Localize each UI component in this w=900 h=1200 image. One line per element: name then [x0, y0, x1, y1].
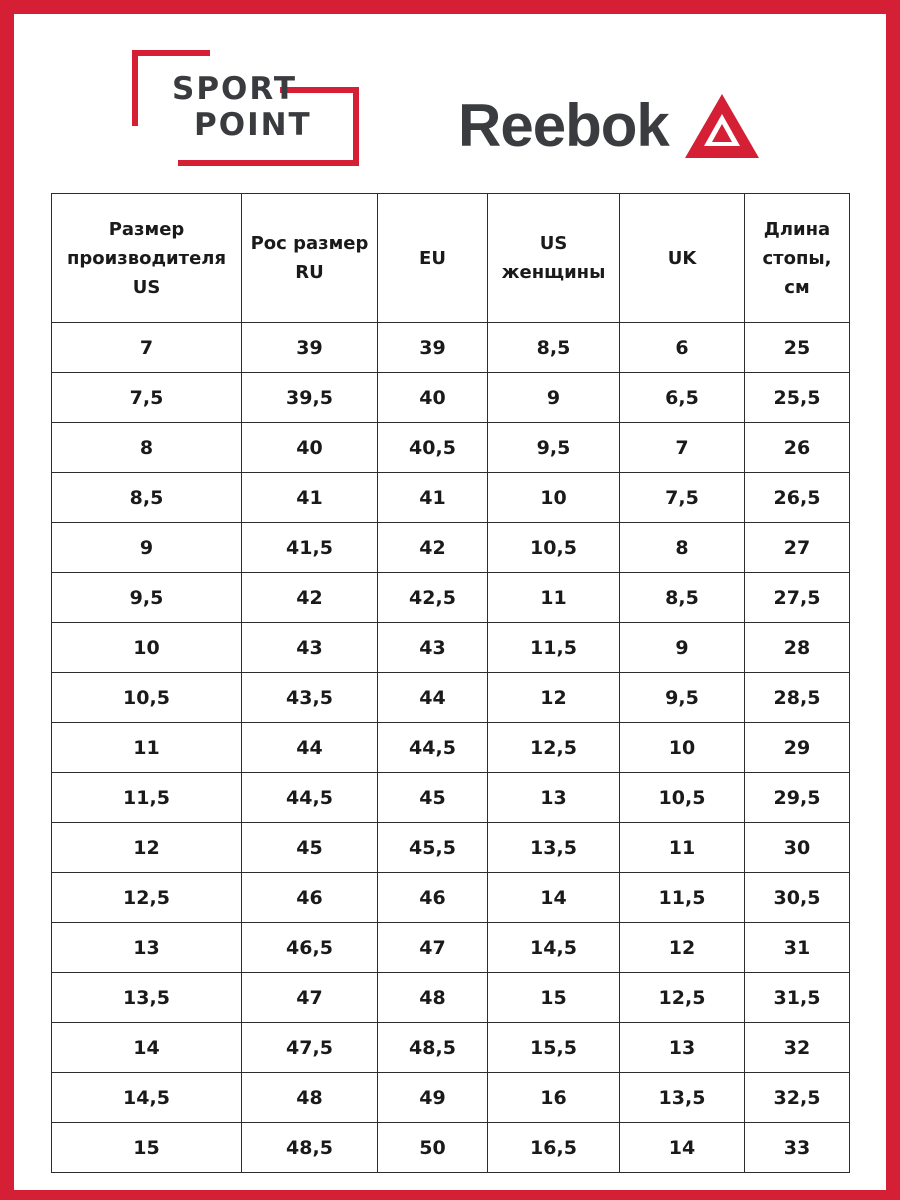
table-cell: 42: [242, 573, 378, 623]
table-cell: 50: [378, 1123, 488, 1173]
table-row: [52, 323, 850, 373]
table-cell: 43: [242, 623, 378, 673]
table-cell: 10: [620, 723, 745, 773]
table-cell: 16,5: [488, 1123, 620, 1173]
table-cell: 39: [242, 323, 378, 373]
table-cell: 11: [488, 573, 620, 623]
table-cell: 13: [488, 773, 620, 823]
table-cell: 9: [52, 523, 242, 573]
table-row: [52, 823, 850, 873]
table-cell: 41,5: [242, 523, 378, 573]
table-cell: 30: [745, 823, 850, 873]
table-row: [52, 723, 850, 773]
table-cell: 10: [52, 623, 242, 673]
table-cell: 40: [242, 423, 378, 473]
table-cell: 13,5: [620, 1073, 745, 1123]
table-cell: 43,5: [242, 673, 378, 723]
table-cell: 14: [620, 1123, 745, 1173]
table-cell: 9,5: [52, 573, 242, 623]
table-cell: 14: [52, 1023, 242, 1073]
sportpoint-line1: SPORT: [172, 71, 298, 107]
table-cell: 29,5: [745, 773, 850, 823]
table-cell: 13,5: [52, 973, 242, 1023]
table-cell: 11: [52, 723, 242, 773]
table-cell: 6,5: [620, 373, 745, 423]
table-cell: 40: [378, 373, 488, 423]
table-cell: 12: [52, 823, 242, 873]
table-row: [52, 423, 850, 473]
table-cell: 41: [242, 473, 378, 523]
sportpoint-line2: POINT: [194, 107, 312, 143]
table-cell: 41: [378, 473, 488, 523]
table-cell: 47: [378, 923, 488, 973]
table-cell: 48: [242, 1073, 378, 1123]
reebok-delta-icon: [682, 92, 762, 160]
table-cell: 13: [620, 1023, 745, 1073]
table-cell: 10: [488, 473, 620, 523]
table-cell: 32: [745, 1023, 850, 1073]
table-cell: 39,5: [242, 373, 378, 423]
table-cell: 46: [242, 873, 378, 923]
table-cell: 44: [378, 673, 488, 723]
table-row: [52, 1073, 850, 1123]
table-cell: 12,5: [52, 873, 242, 923]
table-cell: 9: [488, 373, 620, 423]
table-cell: 48,5: [242, 1123, 378, 1173]
table-cell: 48: [378, 973, 488, 1023]
table-cell: 26: [745, 423, 850, 473]
table-cell: 10,5: [52, 673, 242, 723]
table-cell: 44,5: [242, 773, 378, 823]
table-cell: 8,5: [488, 323, 620, 373]
table-cell: 13,5: [488, 823, 620, 873]
table-row: [52, 1123, 850, 1173]
column-header: UK: [620, 194, 745, 323]
table-cell: 10,5: [488, 523, 620, 573]
table-cell: 11,5: [488, 623, 620, 673]
table-cell: 28,5: [745, 673, 850, 723]
table-cell: 8,5: [52, 473, 242, 523]
table-cell: 47,5: [242, 1023, 378, 1073]
table-row: [52, 573, 850, 623]
table-cell: 46: [378, 873, 488, 923]
table-cell: 40,5: [378, 423, 488, 473]
table-cell: 26,5: [745, 473, 850, 523]
table-cell: 46,5: [242, 923, 378, 973]
table-cell: 45: [242, 823, 378, 873]
table-cell: 15: [52, 1123, 242, 1173]
table-cell: 30,5: [745, 873, 850, 923]
table-cell: 16: [488, 1073, 620, 1123]
table-cell: 13: [52, 923, 242, 973]
column-header: US женщины: [488, 194, 620, 323]
table-row: [52, 623, 850, 673]
table-cell: 8: [620, 523, 745, 573]
table-row: [52, 773, 850, 823]
table-cell: 27,5: [745, 573, 850, 623]
table-cell: 14,5: [52, 1073, 242, 1123]
table-cell: 12: [620, 923, 745, 973]
table-cell: 44: [242, 723, 378, 773]
table-row: [52, 523, 850, 573]
table-row: [52, 373, 850, 423]
table-cell: 9: [620, 623, 745, 673]
table-body: [52, 323, 850, 1173]
table-cell: 11: [620, 823, 745, 873]
table-cell: 8: [52, 423, 242, 473]
reebok-wordmark: Reebok: [458, 92, 669, 159]
table-cell: 11,5: [52, 773, 242, 823]
column-header: Размер производителя US: [52, 194, 242, 323]
table-cell: 47: [242, 973, 378, 1023]
table-cell: 42: [378, 523, 488, 573]
table-cell: 12,5: [488, 723, 620, 773]
table-cell: 39: [378, 323, 488, 373]
table-cell: 31,5: [745, 973, 850, 1023]
table-row: [52, 473, 850, 523]
table-row: [52, 923, 850, 973]
table-cell: 49: [378, 1073, 488, 1123]
table-cell: 28: [745, 623, 850, 673]
table-row: [52, 1023, 850, 1073]
column-header: EU: [378, 194, 488, 323]
table-cell: 45: [378, 773, 488, 823]
sportpoint-logo: [130, 48, 362, 168]
table-cell: 32,5: [745, 1073, 850, 1123]
header-row: [52, 194, 850, 323]
table-cell: 12,5: [620, 973, 745, 1023]
table-cell: 9,5: [620, 673, 745, 723]
table-cell: 33: [745, 1123, 850, 1173]
table-cell: 29: [745, 723, 850, 773]
table-cell: 14,5: [488, 923, 620, 973]
table-cell: 7: [52, 323, 242, 373]
table-cell: 42,5: [378, 573, 488, 623]
column-header: Рос размер RU: [242, 194, 378, 323]
table-cell: 6: [620, 323, 745, 373]
column-header: Длина стопы, см: [745, 194, 850, 323]
table-cell: 25: [745, 323, 850, 373]
table-cell: 14: [488, 873, 620, 923]
table-cell: 12: [488, 673, 620, 723]
table-cell: 9,5: [488, 423, 620, 473]
size-chart-table: [51, 193, 850, 1173]
table-cell: 43: [378, 623, 488, 673]
table-cell: 7,5: [52, 373, 242, 423]
table-cell: 27: [745, 523, 850, 573]
table-cell: 31: [745, 923, 850, 973]
table-cell: 45,5: [378, 823, 488, 873]
table-cell: 7: [620, 423, 745, 473]
table-cell: 44,5: [378, 723, 488, 773]
table-row: [52, 673, 850, 723]
table-cell: 25,5: [745, 373, 850, 423]
table-cell: 7,5: [620, 473, 745, 523]
table-cell: 15,5: [488, 1023, 620, 1073]
reebok-logo: [458, 92, 768, 162]
table-cell: 48,5: [378, 1023, 488, 1073]
table-cell: 15: [488, 973, 620, 1023]
table-cell: 8,5: [620, 573, 745, 623]
table-cell: 10,5: [620, 773, 745, 823]
table-cell: 11,5: [620, 873, 745, 923]
table-row: [52, 873, 850, 923]
table-row: [52, 973, 850, 1023]
